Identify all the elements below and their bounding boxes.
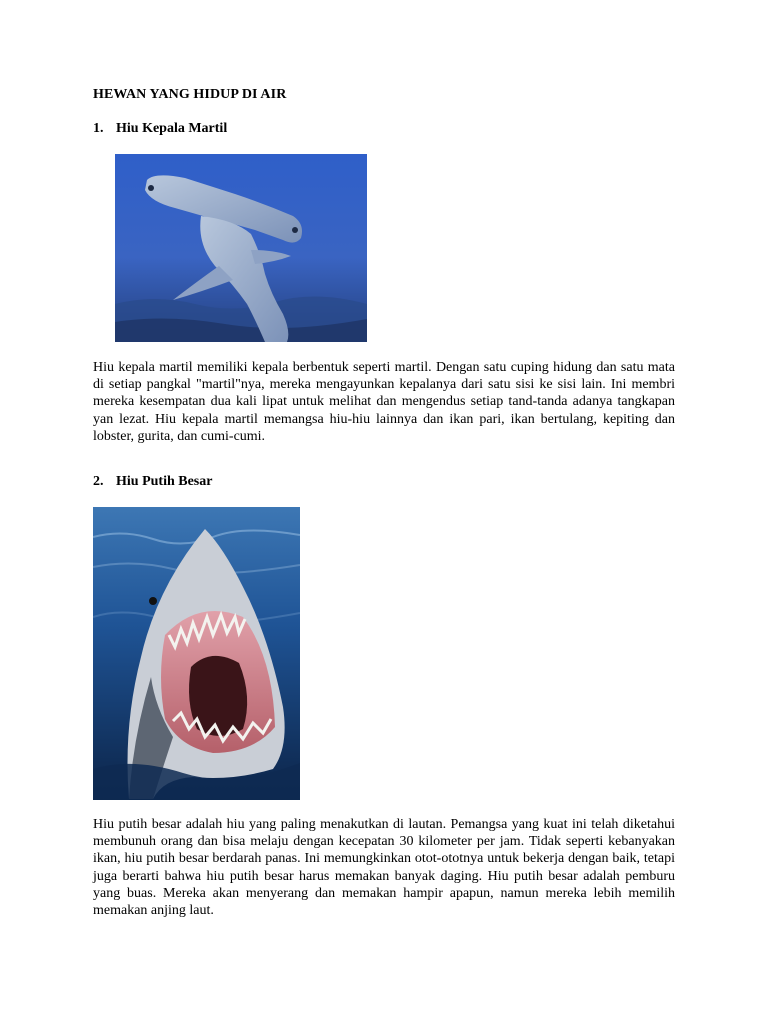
section-number: 2. xyxy=(93,474,104,489)
section-heading-text: Hiu Putih Besar xyxy=(116,474,213,489)
section-paragraph-great-white: Hiu putih besar adalah hiu yang paling menakutkan di lautan. Pemangsa yang kuat ini telah diketahui membunuh orang dan bisa melaju dengan kecepatan 30 kilometer per jam. Tidak seperti kebanyakan ikan, hiu putih besar berdarah panas. Ini memungkinkan otot-ototnya untuk bekerja dengan baik, tetapi juga berarti bahwa hiu putih besar harus memakan banyak daging. Hiu putih besar adalah pemburu yang buas. Mereka akan menyerang dan memakan hampir apapun, namun mereka lebih memilih memakan anjing laut. xyxy=(93,817,675,919)
section-heading-text: Hiu Kepala Martil xyxy=(116,121,228,136)
section-heading-hammerhead xyxy=(93,121,227,137)
great-white-shark-photo xyxy=(93,507,300,800)
hammerhead-shark-photo xyxy=(115,154,367,342)
document-title: HEWAN YANG HIDUP DI AIR xyxy=(93,87,287,102)
section-number: 1. xyxy=(93,121,104,136)
section-paragraph-hammerhead: Hiu kepala martil memiliki kepala berbentuk seperti martil. Dengan satu cuping hidung dan satu mata di setiap pangkal "martil"nya, mereka mengayunkan kepalanya dari satu sisi ke sisi lain. Ini membri mereka kesempatan dua kali lipat untuk melihat dan mengendus setiap tand-tanda adanya tangkapan yan lezat. Hiu kepala martil memangsa hiu-hiu lainnya dan ikan pari, ikan bertulang, kepiting dan lobster, gurita, dan cumi-cumi. xyxy=(93,360,675,444)
section-heading-great-white xyxy=(93,474,212,490)
